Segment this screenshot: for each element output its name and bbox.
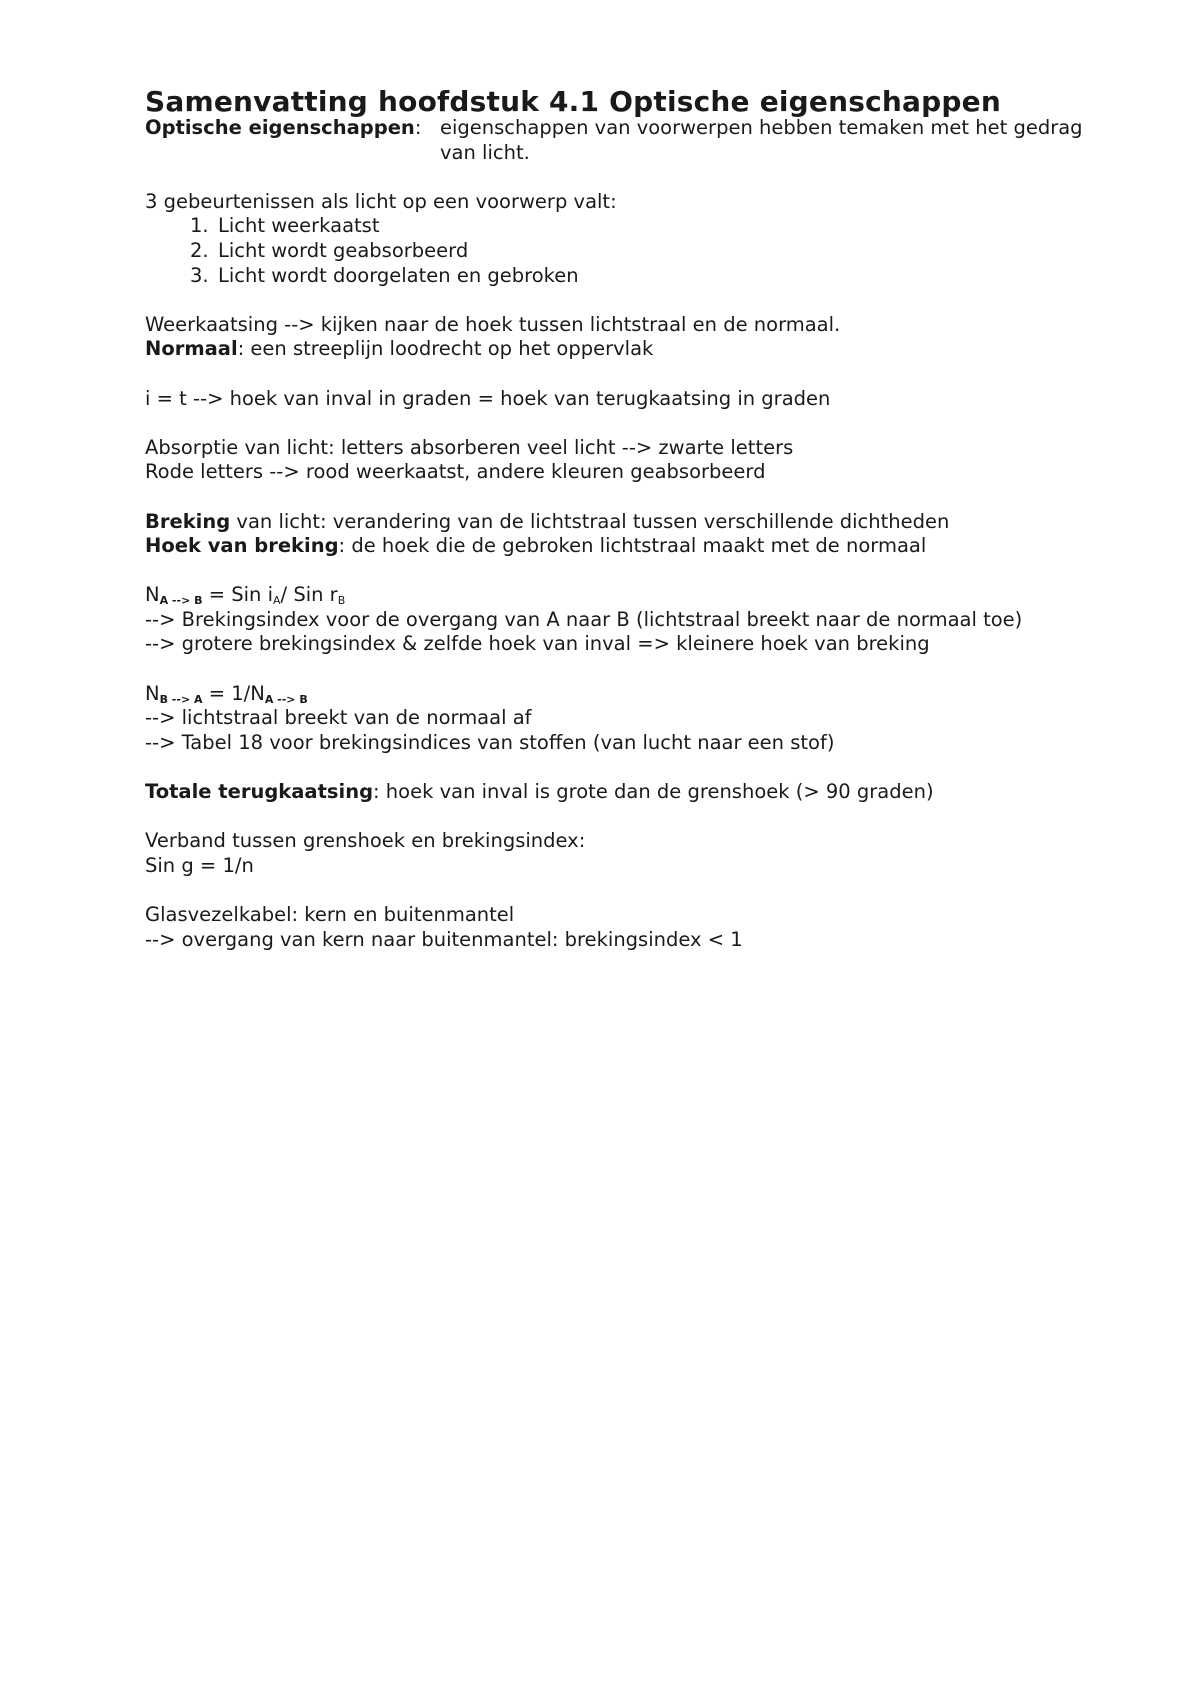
- formula-1-line-2: --> Brekingsindex voor de overgang van A naar B (lichtstraal breekt naar de normaal toe): [145, 607, 1023, 631]
- list-item: 1. Licht weerkaatst: [190, 214, 380, 238]
- absorption-line-1: Absorptie van licht: letters absorberen veel licht --> zwarte letters: [145, 435, 794, 459]
- formula-2: $N_{B --> A} = 1/N_{A --> B}$: [145, 681, 308, 706]
- spacer: [145, 657, 1145, 682]
- reflection-line: Weerkaatsing --> kijken naar de hoek tussen lichtstraal en de normaal.: [145, 312, 841, 336]
- spacer: [145, 755, 1145, 780]
- refraction-line-2: Hoek van breking: de hoek die de gebroken lichtstraal maakt met de normaal: [145, 534, 927, 558]
- formula-2-line-2: --> lichtstraal breekt van de normaal af: [145, 706, 532, 730]
- refraction-line-1: Breking van licht: verandering van de lichtstraal tussen verschillende dichtheden: [145, 509, 950, 533]
- absorption-line-2: Rode letters --> rood weerkaatst, andere kleuren geabsorbeerd: [145, 460, 766, 484]
- spacer: [145, 485, 1145, 510]
- document-content: [145, 84, 1145, 952]
- relation-line-1: Verband tussen grenshoek en brekingsindex:: [145, 829, 586, 853]
- hoek-van-breking-term: Hoek van breking: [145, 534, 339, 558]
- definition-row: Optische eigenschappen: eigenschappen van voorwerpen hebben temaken met het gedrag van licht.: [145, 116, 1145, 165]
- fiber-line-1: Glasvezelkabel: kern en buitenmantel: [145, 903, 515, 926]
- breking-term: Breking: [145, 509, 231, 533]
- spacer: [145, 362, 1145, 387]
- formula-1: $N_{A --> B}$ = Sin iA/ Sin rB: [145, 583, 346, 608]
- page-title: Samenvatting hoofdstuk 4.1 Optische eigenschappen: [145, 85, 1001, 118]
- definition-term: Optische eigenschappen: [145, 116, 415, 139]
- spacer: [145, 878, 1145, 903]
- list-item: 2. Licht wordt geabsorbeerd: [190, 238, 469, 262]
- spacer: [145, 559, 1145, 584]
- list-item: 3. Licht wordt doorgelaten en gebroken: [190, 263, 579, 287]
- spacer: [145, 288, 1145, 313]
- definition-desc: eigenschappen van voorwerpen hebben temaken met het gedrag van licht.: [440, 116, 1083, 164]
- normaal-desc: : een streeplijn loodrecht op het oppervlak: [237, 337, 654, 361]
- formula-1-line-3: --> grotere brekingsindex & zelfde hoek van inval => kleinere hoek van breking: [145, 632, 930, 656]
- spacer: [145, 805, 1145, 830]
- events-intro: 3 gebeurtenissen als licht op een voorwerp valt:: [145, 189, 617, 213]
- normaal-line: [145, 337, 1145, 362]
- relation-line-2: Sin g = 1/n: [145, 853, 254, 877]
- spacer: [145, 411, 1145, 436]
- total-reflection-line: Totale terugkaatsing: hoek van inval is grote dan de grenshoek (> 90 graden): [145, 780, 934, 804]
- formula-2-line-3: --> Tabel 18 voor brekingsindices van stoffen (van lucht naar een stof): [145, 730, 835, 754]
- total-reflection-term: Totale terugkaatsing: [145, 780, 374, 804]
- events-list: [145, 214, 1145, 288]
- normaal-term: Normaal: [145, 337, 238, 361]
- fiber-line-2: --> overgang van kern naar buitenmantel: brekingsindex < 1: [145, 927, 743, 951]
- spacer: [145, 165, 1145, 190]
- angle-rule: i = t --> hoek van inval in graden = hoek van terugkaatsing in graden: [145, 386, 831, 410]
